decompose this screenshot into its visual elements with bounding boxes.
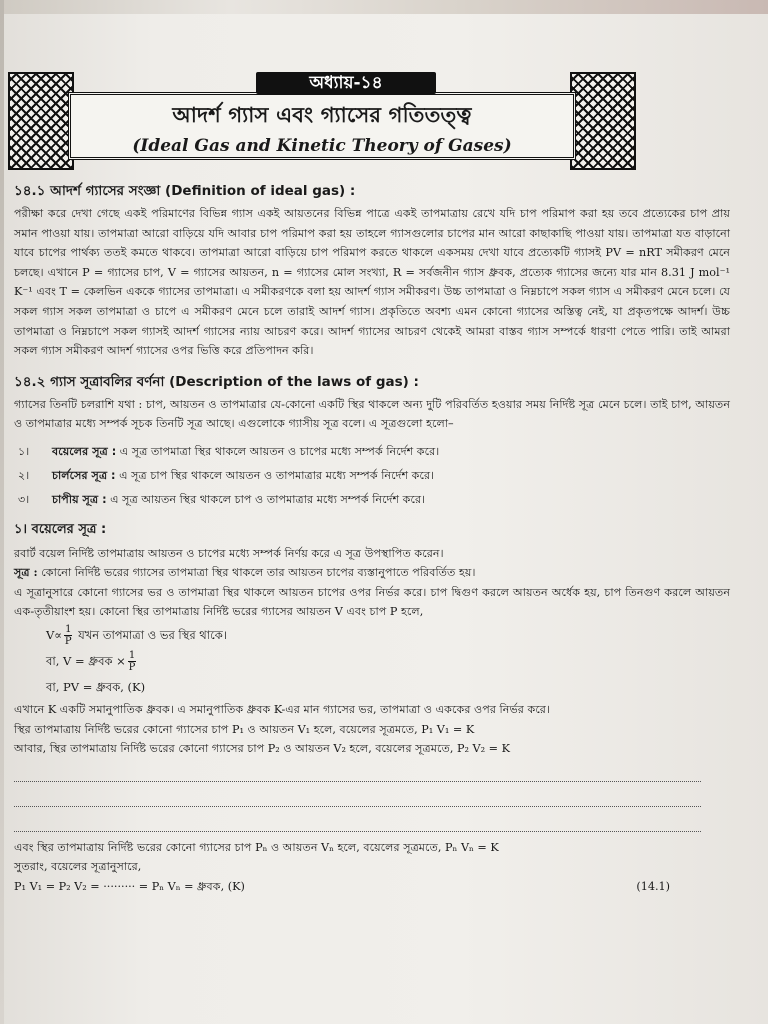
banner-hatch-right [570, 72, 636, 170]
list-item: ২। চার্লসের সূত্র : এ সূত্র চাপ স্থির থাকলে আয়তন ও তাপমাত্রার মধ্যে সম্পর্ক নির্দেশ করে। [18, 468, 435, 482]
equation-constant: বা, V = ধ্রুবক × $\frac{1}{P}$ [46, 650, 136, 674]
equation-pv-constant: বা, PV = ধ্রুবক, (K) [46, 679, 146, 694]
section-heading-ideal-gas: ১৪.১ আদর্শ গ্যাসের সংজ্ঞা (Definition of ideal gas) : [14, 183, 356, 199]
list-item: ৩। চাপীয় সূত্র : এ সূত্র আয়তন স্থির থাকলে চাপ ও তাপমাত্রার মধ্যে সম্পর্ক নির্দেশ করে। [18, 492, 426, 506]
banner-hatch-left [8, 72, 74, 170]
ideal-gas-paragraph: পরীক্ষা করে দেখা গেছে একই পরিমাণের বিভিন্ন গ্যাস একই আয়তনের বিভিন্ন পাত্রে একই তাপমাত্রায় রেখে যদি চাপ পরিমাপ করা হয় তবে প্রত্যেকের চাপ প্রায় সমান পাওয়া যায়। তাপমাত্রা আরো বাড়িয়ে যদি আবার চাপ পরিমাপ করা হয় তাহলে গ্যাসগুলোর চাপের মান আরো কাছাকাছি পাওয়া যায়। তাপমাত্রা যত বাড়ানো যাবে চাপের পার্থক্য ততই কমতে থাকবে। তাপমাত্রা আরো বাড়িয়ে চাপ পরিমাপ করতে থাকলে একসময় দেখা যাবে প্রত্যেকটি গ্যাসই PV = nRT সমীকরণ মেনে চলছে। এখানে P = গ্যাসের চাপ, V = গ্যাসের আয়তন, n = গ্যাসের মোল সংখ্যা, R = সর্বজনীন গ্যাস ধ্রুবক, প্রত্যেক গ্যাসের জন্যে যার মান 8.31 J mol⁻¹ K⁻¹ এবং T = কেলভিন এককে গ্যাসের তাপমাত্রা। এ সমীকরণকে বলা হয় আদর্শ গ্যাস সমীকরণ। উচ্চ তাপমাত্রা ও নিম্নচাপে সকল গ্যাস এ সমীকরণ মেনে চলে। যে সকল গ্যাস সকল তাপমাত্রা ও চাপে এ সমীকরণ মেনে চলে তারাই আদর্শ গ্যাস। প্রকৃতিতে অবশ্য এমন কোনো গ্যাসের অস্তিত্ব নেই, যা প্রকৃতপক্ষে আদর্শ। উচ্চ তাপমাত্রা ও নিম্নচাপে সকল গ্যাসই আদর্শ গ্যাসের ন্যায় আচরণ করে। আদর্শ গ্যাসের আচরণ থেকেই আমরা বাস্তব গ্যাস সম্পর্কে ধারণা পেতে পারি। তাই আমরা সকল গ্যাস সমীকরণ আদর্শ গ্যাসের ওপর ভিত্তি করে প্রতিপাদন করি। [14, 207, 730, 358]
chapter-banner [8, 72, 636, 170]
boyle-law-heading: ১। বয়েলের সূত্র : [14, 521, 107, 537]
chapter-title-english: (Ideal Gas and Kinetic Theory of Gases) [132, 136, 512, 156]
dotted-line [14, 813, 701, 832]
final-equation: P₁ V₁ = P₂ V₂ = ········· = Pₙ Vₙ = ধ্রুবক, (K) (14.1) [14, 877, 730, 897]
condition-line-n: এবং স্থির তাপমাত্রায় নির্দিষ্ট ভরের কোনো গ্যাসের চাপ Pₙ ও আয়তন Vₙ হলে, বয়েলের সূত্রমতে, Pₙ Vₙ = K [14, 840, 499, 854]
page-content [14, 180, 730, 896]
page-left-edge [0, 0, 4, 1024]
dotted-line [14, 788, 701, 807]
chapter-title-bengali: আদর্শ গ্যাস এবং গ্যাসের গতিতত্ত্ব [172, 103, 472, 127]
fraction: $\frac{1}{P}$ [128, 650, 136, 674]
page-top-edge [0, 0, 768, 14]
therefore-text: সুতরাং, বয়েলের সূত্রানুসারে, [14, 860, 142, 874]
section-heading-gas-laws: ১৪.২ গ্যাস সূত্রাবলির বর্ণনা (Description of the laws of gas) : [14, 373, 419, 390]
k-constant-text: এখানে K একটি সমানুপাতিক ধ্রুবক। এ সমানুপাতিক ধ্রুবক K-এর মান গ্যাসের ভর, তাপমাত্রা ও এককের ওপর নির্ভর করে। [14, 702, 550, 716]
boyle-intro: রবার্ট বয়েল নির্দিষ্ট তাপমাত্রায় আয়তন ও চাপের মধ্যে সম্পর্ক নির্ণয় করে এ সূত্র উপস্থাপিত করেন। [14, 546, 444, 560]
fraction: $\frac{1}{P}$ [64, 624, 72, 648]
gas-laws-list [14, 440, 730, 512]
condition-line-1: স্থির তাপমাত্রায় নির্দিষ্ট ভরের কোনো গ্যাসের চাপ P₁ ও আয়তন V₁ হলে, বয়েলের সূত্রমতে, P₁ V₁ = K [14, 722, 475, 736]
banner-title-box [68, 92, 576, 160]
boyle-law-statement: সূত্র : কোনো নির্দিষ্ট ভরের গ্যাসের তাপমাত্রা স্থির থাকলে তার আয়তন চাপের ব্যস্তানুপাতে পরিবর্তিত হয়। [14, 565, 476, 580]
gas-laws-paragraph: গ্যাসের তিনটি চলরাশি যথা : চাপ, আয়তন ও তাপমাত্রার যে-কোনো একটি স্থির থাকলে অন্য দুটি পরিবর্তিত হওয়ার সময় নির্দিষ্ট সূত্র মেনে চলে। তাই চাপ, আয়তন ও তাপমাত্রার মধ্যে সম্পর্ক সূচক তিনটি সূত্র আছে। এগুলোকে গ্যাসীয় সূত্র বলে। এ সূত্রগুলো হলো– [14, 397, 730, 431]
chapter-number-tab: অধ্যায়-১৪ [256, 72, 436, 94]
list-item: ১। বয়েলের সূত্র : এ সূত্র তাপমাত্রা স্থির থাকলে আয়তন ও চাপের মধ্যে সম্পর্ক নির্দেশ করে। [18, 444, 440, 458]
condition-line-2: আবার, স্থির তাপমাত্রায় নির্দিষ্ট ভরের কোনো গ্যাসের চাপ P₂ ও আয়তন V₂ হলে, বয়েলের সূত্রমতে, P₂ V₂ = K [14, 742, 510, 756]
equation-number: (14.1) [636, 879, 670, 893]
dotted-line [14, 763, 701, 782]
equation-proportional: V∝ $\frac{1}{P}$ যখন তাপমাত্রা ও ভর স্থির থাকে। [46, 624, 227, 648]
boyle-explanation: এ সূত্রানুসারে কোনো গ্যাসের ভর ও তাপমাত্রা স্থির থাকলে আয়তন চাপের ওপর নির্ভর করে। চাপ দ্বিগুণ করলে আয়তন অর্ধেক হয়, চাপ তিনগুণ করলে আয়তন এক-তৃতীয়াংশ হয়। কোনো স্থির তাপমাত্রায় নির্দিষ্ট ভরের গ্যাসের আয়তন V এবং চাপ P হলে, [14, 585, 730, 619]
